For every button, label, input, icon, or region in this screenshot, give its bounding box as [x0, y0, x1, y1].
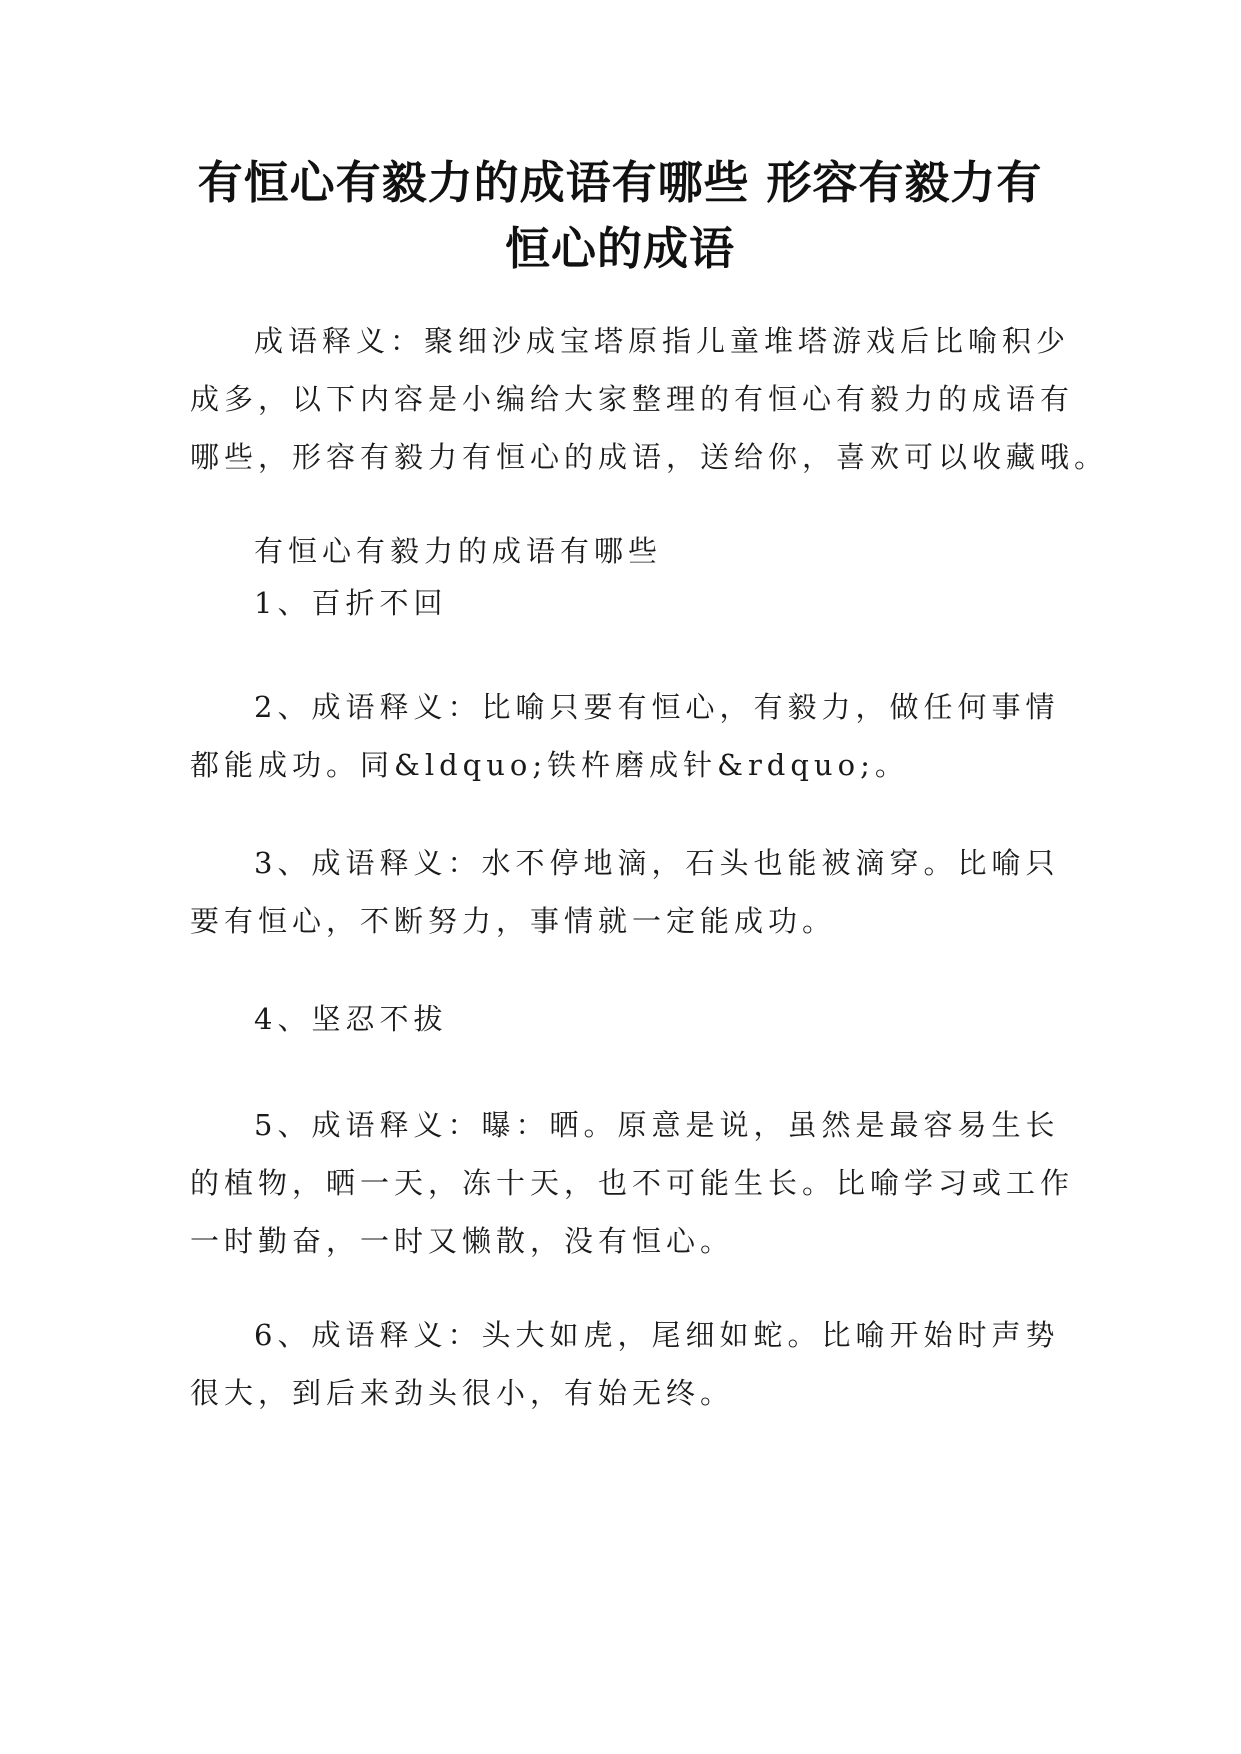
- title-line-2: 恒心的成语: [504, 222, 735, 275]
- intro-paragraph: [190, 312, 1109, 486]
- document-title: [170, 150, 1070, 282]
- intro-line-1: 成语释义：聚细沙成宝塔原指儿童堆塔游戏后比喻积少: [254, 324, 1071, 358]
- section-heading: 有恒心有毅力的成语有哪些: [254, 534, 663, 568]
- list-item-4: 4、坚忍不拔: [254, 1002, 448, 1036]
- list-item-1: 1、百折不回: [254, 586, 448, 620]
- list-item-3: 3、成语释义：水不停地滴，石头也能被滴穿。比喻只 要有恒心，不断努力，事情就一定能成功。: [190, 846, 1060, 938]
- intro-line-2: 成多，以下内容是小编给大家整理的有恒心有毅力的成语有: [190, 382, 1075, 416]
- list-item-6: 6、成语释义：头大如虎，尾细如蛇。比喻开始时声势 很大，到后来劲头很小，有始无终。: [190, 1318, 1060, 1410]
- list-item-5: 5、成语释义：曝：晒。原意是说，虽然是最容易生长 的植物，晒一天，冻十天，也不可能生长。比喻学习或工作 一时勤奋，一时又懒散，没有恒心。: [190, 1108, 1075, 1258]
- intro-line-3: 哪些，形容有毅力有恒心的成语，送给你，喜欢可以收藏哦。: [190, 440, 1109, 474]
- list-item-2: 2、成语释义：比喻只要有恒心，有毅力，做任何事情 都能成功。同&ldquo;铁杵磨成针&rdquo;。: [190, 690, 1060, 782]
- title-line-1: 有恒心有毅力的成语有哪些 形容有毅力有: [197, 156, 1043, 209]
